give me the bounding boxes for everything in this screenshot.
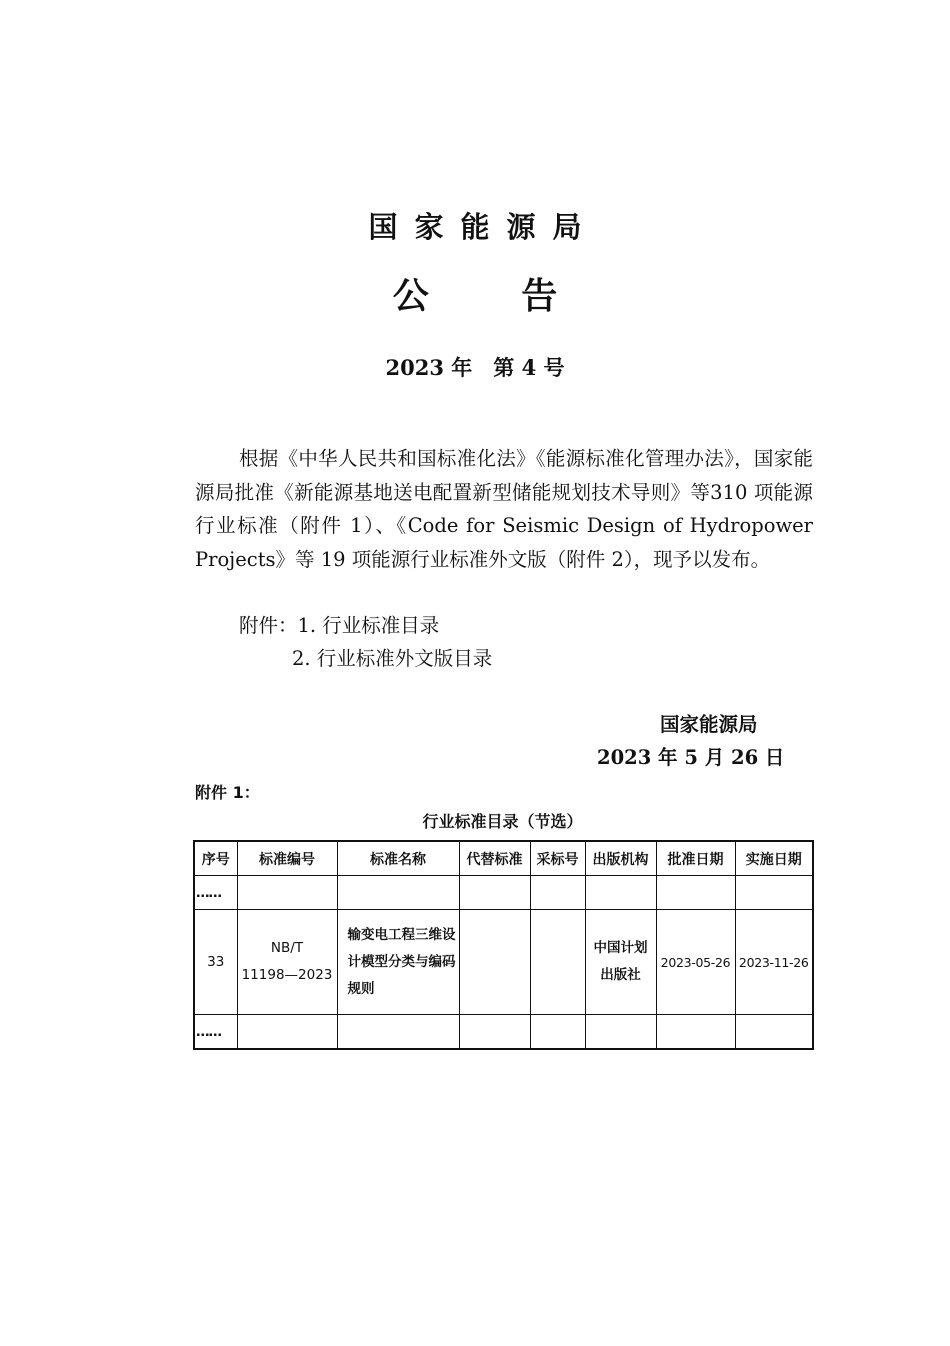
attachment-item-1: 附件：1. 行业标准目录	[239, 614, 440, 637]
column-header-effective: 实施日期	[735, 841, 813, 876]
document-number: 2023 年 第 4 号	[385, 355, 565, 380]
ellipsis-cell: ……	[194, 1015, 237, 1050]
signer-name: 国家能源局	[660, 713, 758, 736]
column-header-name: 标准名称	[337, 841, 459, 876]
publisher-cell: 中国计划出版社	[585, 910, 656, 1015]
table-row-ellipsis-top	[194, 876, 813, 910]
column-header-code: 标准编号	[237, 841, 337, 876]
column-header-adopted: 采标号	[530, 841, 585, 876]
code-prefix: NB/T	[270, 940, 304, 956]
column-header-replaces: 代替标准	[459, 841, 530, 876]
adopted-cell	[530, 910, 585, 1015]
ellipsis-cell: ……	[194, 876, 237, 910]
issuing-agency-heading: 国家能源局	[368, 210, 599, 244]
announcement-paragraph: 根据《中华人民共和国标准化法》《能源标准化管理办法》，国家能源局批准《新能源基地送电配置新型储能规划技术导则》等310 项能源行业标准（附件 1）、《Code for Seismic Design of Hydropower Projects》等 19 项能源行业标准外文版（附件 2），现予以发布。	[195, 447, 813, 571]
seq-cell: 33	[194, 910, 237, 1015]
column-header-approved: 批准日期	[656, 841, 735, 876]
table-row	[194, 910, 813, 1015]
column-header-seq: 序号	[194, 841, 237, 876]
code-number: 11198—2023	[241, 967, 333, 983]
table-row-ellipsis-bottom	[194, 1015, 813, 1050]
standards-table	[193, 840, 814, 1050]
code-cell	[237, 910, 337, 1015]
table-header-row	[194, 841, 813, 876]
attachment-item-2: 2. 行业标准外文版目录	[292, 647, 493, 670]
approved-date-cell: 2023-05-26	[656, 910, 735, 1015]
column-header-publisher: 出版机构	[585, 841, 656, 876]
annex-table-title: 行业标准目录（节选）	[422, 812, 583, 831]
issue-date: 2023 年 5 月 26 日	[597, 746, 785, 769]
effective-date-cell: 2023-11-26	[735, 910, 813, 1015]
standard-name-cell: 输变电工程三维设计模型分类与编码规则	[337, 910, 459, 1015]
document-type-heading: 公 告	[392, 276, 598, 317]
annex-label: 附件 1：	[195, 783, 260, 802]
replaces-cell	[459, 910, 530, 1015]
